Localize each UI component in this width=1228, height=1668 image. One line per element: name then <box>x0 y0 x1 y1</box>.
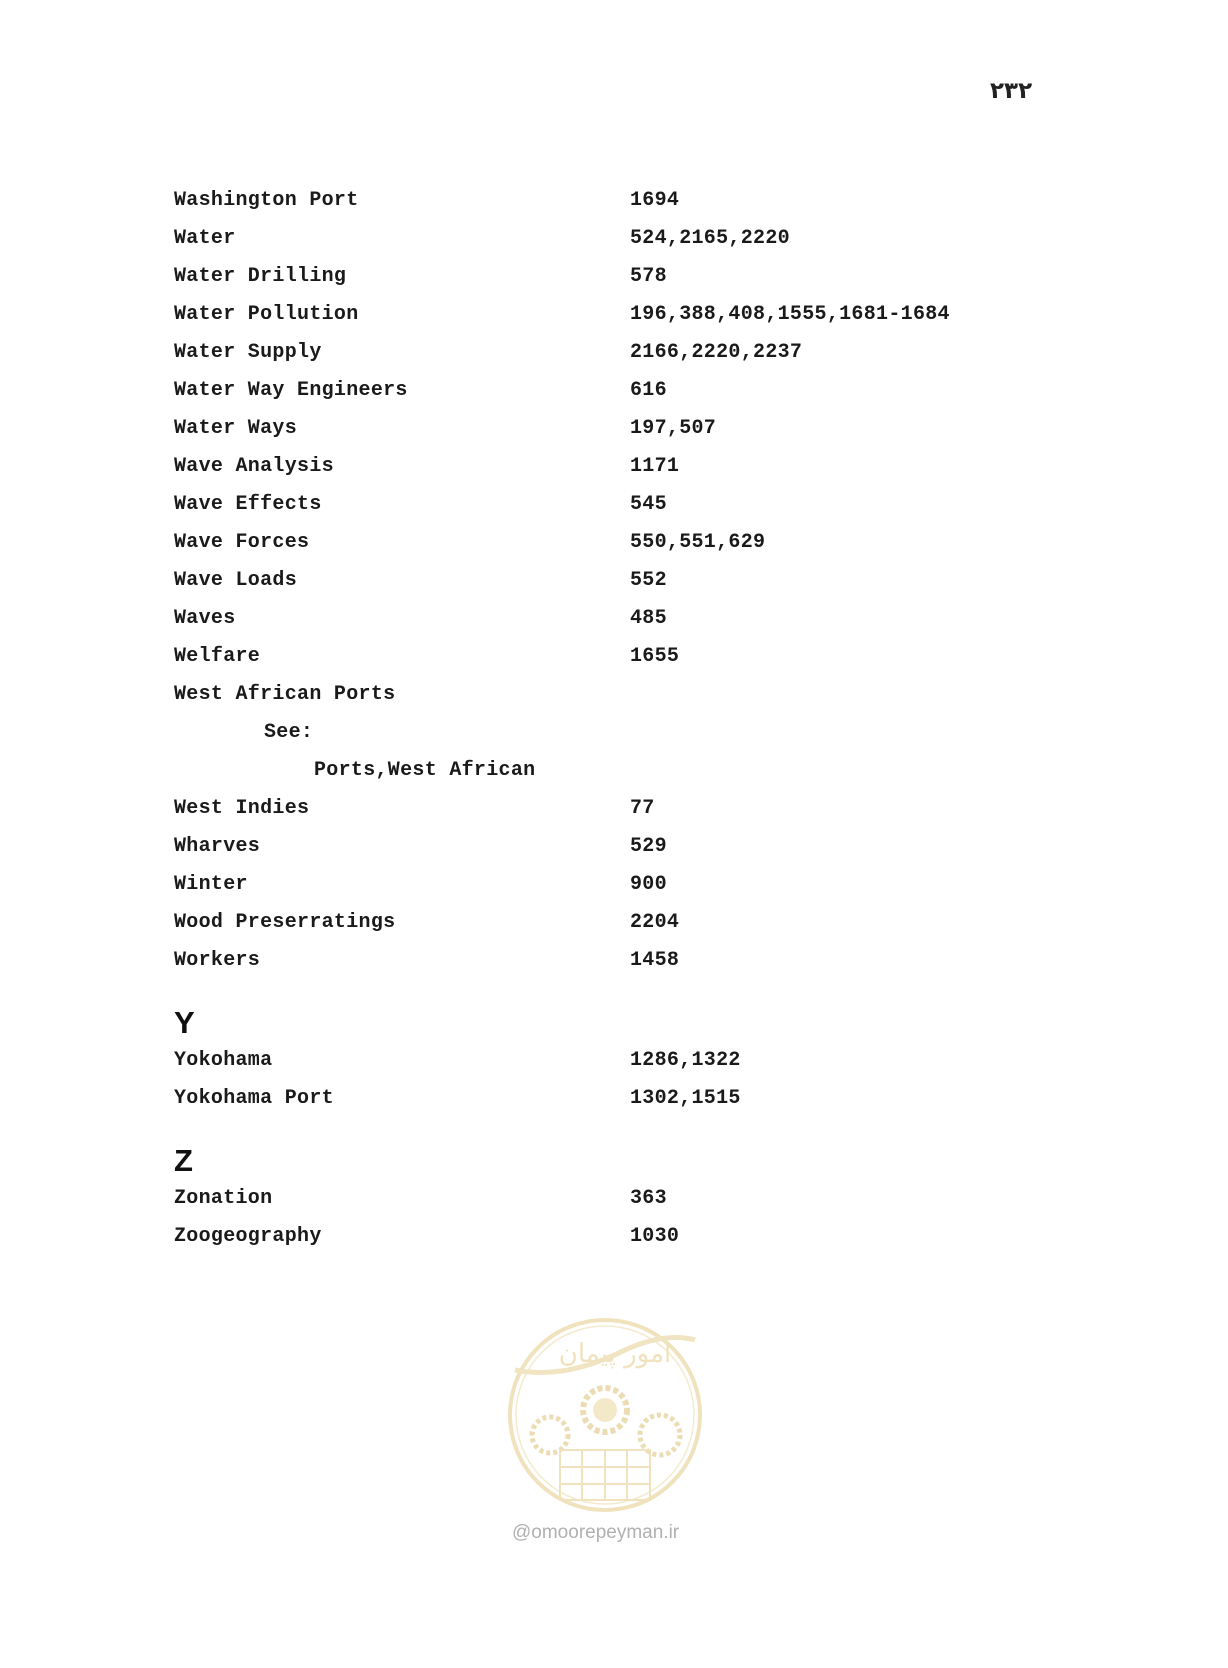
index-term: Waves <box>174 607 236 630</box>
index-list <box>174 189 1034 1263</box>
index-page-numbers: 77 <box>630 797 655 820</box>
index-entry <box>174 835 1034 873</box>
index-term: Water Way Engineers <box>174 379 408 402</box>
index-term: Zoogeography <box>174 1225 322 1248</box>
index-page-numbers: 578 <box>630 265 667 288</box>
index-term: Wave Analysis <box>174 455 334 478</box>
index-page-numbers: 529 <box>630 835 667 858</box>
index-entry <box>174 379 1034 417</box>
index-entry <box>174 1049 1034 1087</box>
index-page-numbers: 2166,2220,2237 <box>630 341 803 364</box>
index-term: Zonation <box>174 1187 273 1210</box>
index-entry <box>174 417 1034 455</box>
index-page-numbers: 197,507 <box>630 417 717 440</box>
watermark-logo <box>505 1310 715 1540</box>
index-entry <box>174 531 1034 569</box>
index-term: See: <box>264 721 314 744</box>
index-page-numbers: 1655 <box>630 645 680 668</box>
index-entry <box>174 683 1034 721</box>
index-page-numbers: 524,2165,2220 <box>630 227 790 250</box>
index-term: Water Drilling <box>174 265 347 288</box>
index-page-numbers: 616 <box>630 379 667 402</box>
index-term: Welfare <box>174 645 261 668</box>
watermark-logo-text: امور پیمان <box>558 1339 672 1369</box>
index-entry <box>174 1225 1034 1263</box>
see-target-row <box>174 759 1034 797</box>
index-term: Yokohama <box>174 1049 273 1072</box>
index-entry <box>174 1087 1034 1125</box>
index-page-numbers: 485 <box>630 607 667 630</box>
index-entry <box>174 303 1034 341</box>
index-page-numbers: 1030 <box>630 1225 680 1248</box>
index-term: Wave Effects <box>174 493 322 516</box>
index-page-numbers: 552 <box>630 569 667 592</box>
section-letter-heading: Z <box>174 1143 193 1178</box>
index-entry <box>174 455 1034 493</box>
index-term: West African Ports <box>174 683 396 706</box>
index-page-numbers: 2204 <box>630 911 680 934</box>
index-term: Water Ways <box>174 417 298 440</box>
index-term: Wharves <box>174 835 261 858</box>
index-term: Water <box>174 227 236 250</box>
index-page-numbers: 1302,1515 <box>630 1087 741 1110</box>
index-page-numbers: 1458 <box>630 949 680 972</box>
see-reference-row <box>174 721 1034 759</box>
index-term: Yokohama Port <box>174 1087 334 1110</box>
index-page-numbers: 363 <box>630 1187 667 1210</box>
index-entry <box>174 645 1034 683</box>
index-term: Wood Preserratings <box>174 911 396 934</box>
index-term: Winter <box>174 873 248 896</box>
index-page-numbers: 900 <box>630 873 667 896</box>
index-entry <box>174 873 1034 911</box>
section-letter-heading: Y <box>174 1005 195 1040</box>
watermark-url: @omoorepeyman.ir <box>512 1522 680 1543</box>
index-page-numbers: 1171 <box>630 455 680 478</box>
index-term: Ports,West African <box>314 759 536 782</box>
index-term: Wave Forces <box>174 531 310 554</box>
index-entry <box>174 797 1034 835</box>
index-page-numbers: 1694 <box>630 189 680 212</box>
index-term: Water Pollution <box>174 303 359 326</box>
index-entry <box>174 607 1034 645</box>
index-entry <box>174 265 1034 303</box>
page-number: ۲۳۲ <box>990 78 1033 104</box>
index-term: West Indies <box>174 797 310 820</box>
index-page-numbers: 550,551,629 <box>630 531 766 554</box>
index-page-numbers: 1286,1322 <box>630 1049 741 1072</box>
index-entry <box>174 189 1034 227</box>
index-page-numbers: 196,388,408,1555,1681-1684 <box>630 303 950 326</box>
index-entry <box>174 341 1034 379</box>
index-page-numbers: 545 <box>630 493 667 516</box>
index-term: Water Supply <box>174 341 322 364</box>
index-term: Workers <box>174 949 261 972</box>
index-term: Wave Loads <box>174 569 298 592</box>
index-entry <box>174 1187 1034 1225</box>
index-entry <box>174 493 1034 531</box>
index-entry <box>174 569 1034 607</box>
index-entry <box>174 949 1034 987</box>
index-entry <box>174 911 1034 949</box>
index-entry <box>174 227 1034 265</box>
index-term: Washington Port <box>174 189 359 212</box>
